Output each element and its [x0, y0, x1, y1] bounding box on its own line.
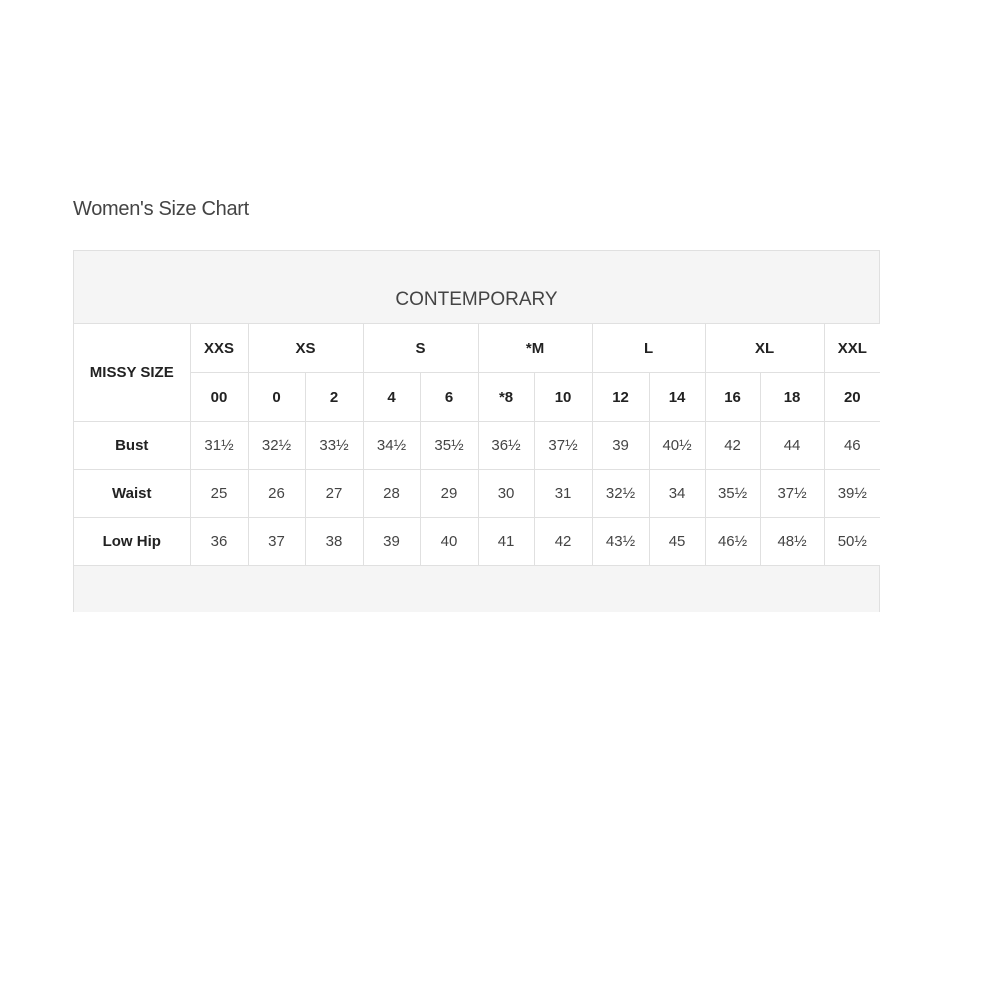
table-cell: 40: [420, 518, 478, 566]
table-cell: 28: [363, 470, 420, 518]
table-cell: 31½: [190, 422, 248, 470]
numeric-size: 0: [248, 373, 305, 422]
page-title: Women's Size Chart: [73, 198, 249, 220]
numeric-size: 2: [305, 373, 363, 422]
table-cell: 36½: [478, 422, 534, 470]
numeric-size: *8: [478, 373, 534, 422]
category-banner: CONTEMPORARY: [74, 251, 879, 324]
table-cell: 29: [420, 470, 478, 518]
numeric-size-row: [74, 373, 880, 422]
row-label: Low Hip: [74, 518, 190, 566]
low-hip-row: [74, 518, 880, 566]
numeric-size: 18: [760, 373, 824, 422]
table-cell: 37½: [760, 470, 824, 518]
table-cell: 34: [649, 470, 705, 518]
size-xxl: XXL: [824, 324, 880, 373]
waist-row: [74, 470, 880, 518]
size-s: S: [363, 324, 478, 373]
numeric-size: 4: [363, 373, 420, 422]
table-cell: 50½: [824, 518, 880, 566]
table-cell: 27: [305, 470, 363, 518]
numeric-size: 00: [190, 373, 248, 422]
table-cell: 25: [190, 470, 248, 518]
table-cell: 38: [305, 518, 363, 566]
size-xl: XL: [705, 324, 824, 373]
table-cell: 39: [363, 518, 420, 566]
table-cell: 37½: [534, 422, 592, 470]
numeric-size: 14: [649, 373, 705, 422]
size-chart: [73, 250, 880, 612]
table-cell: 45: [649, 518, 705, 566]
bust-row: [74, 422, 880, 470]
numeric-size: 16: [705, 373, 760, 422]
table-cell: 30: [478, 470, 534, 518]
table-cell: 34½: [363, 422, 420, 470]
table-cell: 36: [190, 518, 248, 566]
table-cell: 33½: [305, 422, 363, 470]
size-l: L: [592, 324, 705, 373]
numeric-size: 10: [534, 373, 592, 422]
table-cell: 31: [534, 470, 592, 518]
numeric-size: 6: [420, 373, 478, 422]
numeric-size: 20: [824, 373, 880, 422]
table-cell: 35½: [705, 470, 760, 518]
size-xxs: XXS: [190, 324, 248, 373]
table-cell: 42: [705, 422, 760, 470]
table-cell: 44: [760, 422, 824, 470]
table-cell: 39: [592, 422, 649, 470]
table-cell: 32½: [248, 422, 305, 470]
table-cell: 39½: [824, 470, 880, 518]
table-cell: 40½: [649, 422, 705, 470]
size-xs: XS: [248, 324, 363, 373]
missy-size-label: MISSY SIZE: [74, 324, 190, 422]
table-cell: 37: [248, 518, 305, 566]
table-cell: 43½: [592, 518, 649, 566]
numeric-size: 12: [592, 373, 649, 422]
table-cell: 48½: [760, 518, 824, 566]
row-label: Bust: [74, 422, 190, 470]
table-cell: 26: [248, 470, 305, 518]
table-cell: 32½: [592, 470, 649, 518]
table-cell: 46½: [705, 518, 760, 566]
letter-size-row: [74, 324, 880, 373]
table-cell: 42: [534, 518, 592, 566]
size-m: *M: [478, 324, 592, 373]
size-table: [74, 324, 880, 566]
table-cell: 46: [824, 422, 880, 470]
table-cell: 35½: [420, 422, 478, 470]
row-label: Waist: [74, 470, 190, 518]
table-cell: 41: [478, 518, 534, 566]
